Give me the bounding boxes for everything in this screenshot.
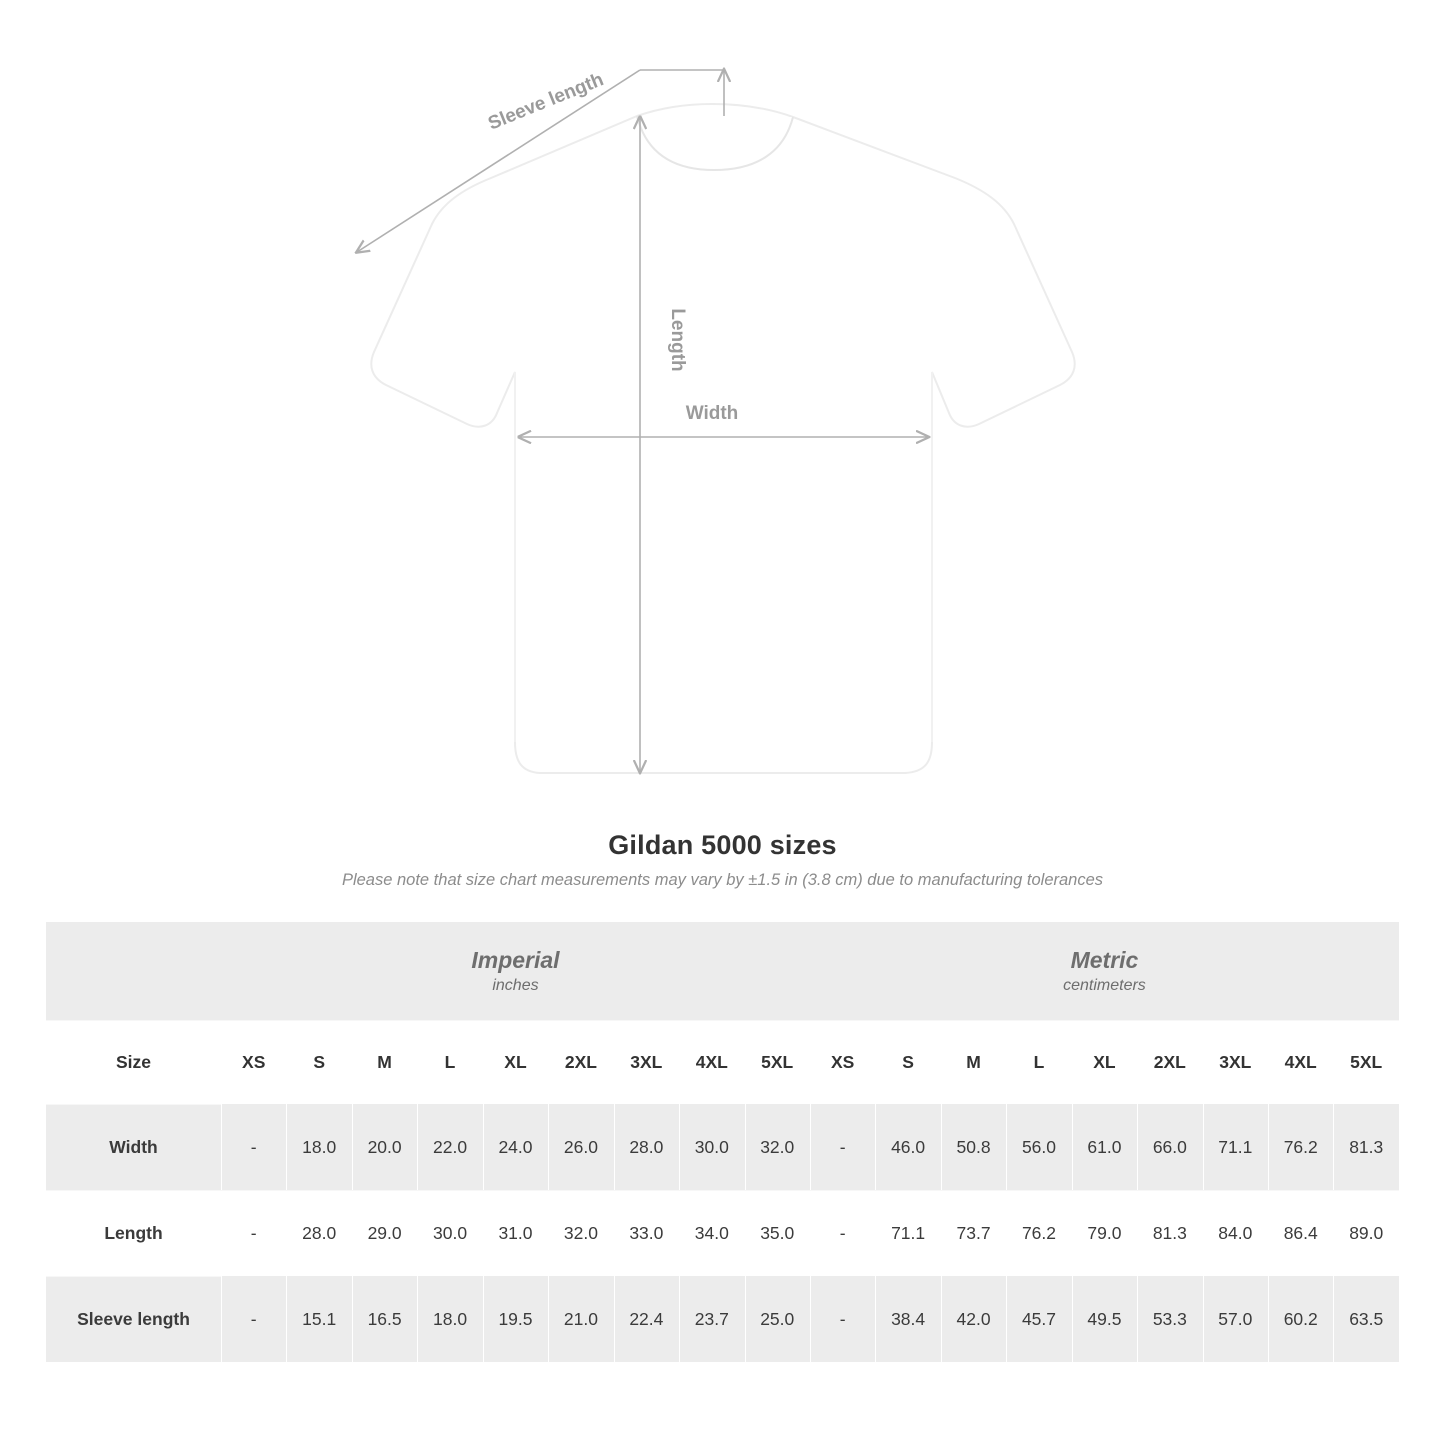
col-header-2xl-cm: 2XL <box>1137 1020 1202 1104</box>
cell-sleeve-cm-xs: - <box>810 1276 875 1362</box>
col-header-s-cm: S <box>875 1020 940 1104</box>
unit-name-imperial: Imperial <box>471 946 560 973</box>
cell-length-in-xl: 31.0 <box>483 1190 548 1276</box>
cell-width-in-s: 18.0 <box>286 1104 351 1190</box>
cell-width-cm-5xl: 81.3 <box>1333 1104 1399 1190</box>
col-header-4xl-in: 4XL <box>679 1020 744 1104</box>
cell-width-cm-2xl: 66.0 <box>1137 1104 1202 1190</box>
size-table-wrap <box>46 922 1399 1362</box>
cell-width-cm-xs: - <box>810 1104 875 1190</box>
cell-length-cm-5xl: 89.0 <box>1333 1190 1399 1276</box>
cell-sleeve-cm-l: 45.7 <box>1006 1276 1071 1362</box>
cell-sleeve-in-xl: 19.5 <box>483 1276 548 1362</box>
tolerance-note: Please note that size chart measurements may vary by ±1.5 in (3.8 cm) due to manufacturing tolerances <box>341 871 1104 889</box>
cell-length-cm-2xl: 81.3 <box>1137 1190 1202 1276</box>
col-header-m-cm: M <box>941 1020 1006 1104</box>
cell-width-cm-3xl: 71.1 <box>1203 1104 1268 1190</box>
cell-length-in-5xl: 35.0 <box>745 1190 810 1276</box>
cell-sleeve-in-m: 16.5 <box>352 1276 417 1362</box>
cell-sleeve-in-xs: - <box>221 1276 286 1362</box>
col-header-4xl-cm: 4XL <box>1268 1020 1333 1104</box>
cell-length-cm-4xl: 86.4 <box>1268 1190 1333 1276</box>
unit-sub-imperial: inches <box>492 976 539 994</box>
col-header-3xl-in: 3XL <box>614 1020 679 1104</box>
cell-width-cm-s: 46.0 <box>875 1104 940 1190</box>
width-label: Width <box>685 403 739 424</box>
cell-sleeve-in-l: 18.0 <box>417 1276 482 1362</box>
sleeve-length-label: Sleeve length <box>485 69 607 135</box>
cell-sleeve-in-4xl: 23.7 <box>679 1276 744 1362</box>
unit-header-imperial <box>221 922 810 1020</box>
cell-sleeve-cm-s: 38.4 <box>875 1276 940 1362</box>
col-header-l-in: L <box>417 1020 482 1104</box>
cell-width-cm-l: 56.0 <box>1006 1104 1071 1190</box>
col-header-5xl-cm: 5XL <box>1333 1020 1399 1104</box>
unit-name-metric: Metric <box>1070 946 1139 973</box>
table-row-sleeve-length <box>46 1276 1399 1362</box>
cell-sleeve-cm-3xl: 57.0 <box>1203 1276 1268 1362</box>
cell-length-cm-xl: 79.0 <box>1072 1190 1137 1276</box>
cell-length-in-l: 30.0 <box>417 1190 482 1276</box>
cell-length-cm-l: 76.2 <box>1006 1190 1071 1276</box>
cell-length-cm-3xl: 84.0 <box>1203 1190 1268 1276</box>
size-header-label: Size <box>46 1020 221 1104</box>
size-table <box>46 922 1399 1362</box>
col-header-xl-in: XL <box>483 1020 548 1104</box>
unit-header-metric <box>810 922 1399 1020</box>
cell-sleeve-cm-4xl: 60.2 <box>1268 1276 1333 1362</box>
cell-width-in-5xl: 32.0 <box>745 1104 810 1190</box>
col-header-s-in: S <box>286 1020 351 1104</box>
cell-width-in-4xl: 30.0 <box>679 1104 744 1190</box>
col-header-xs-cm: XS <box>810 1020 875 1104</box>
cell-sleeve-in-3xl: 22.4 <box>614 1276 679 1362</box>
row-label-sleeve-length: Sleeve length <box>46 1276 221 1362</box>
col-header-5xl-in: 5XL <box>745 1020 810 1104</box>
col-header-m-in: M <box>352 1020 417 1104</box>
cell-sleeve-in-s: 15.1 <box>286 1276 351 1362</box>
cell-sleeve-cm-xl: 49.5 <box>1072 1276 1137 1362</box>
cell-length-in-m: 29.0 <box>352 1190 417 1276</box>
col-header-3xl-cm: 3XL <box>1203 1020 1268 1104</box>
page-title: Gildan 5000 sizes <box>608 830 837 860</box>
unit-header-spacer <box>46 922 221 1020</box>
tshirt-shape <box>371 104 1074 773</box>
cell-sleeve-cm-m: 42.0 <box>941 1276 1006 1362</box>
cell-length-in-s: 28.0 <box>286 1190 351 1276</box>
col-header-xs-in: XS <box>221 1020 286 1104</box>
row-label-length: Length <box>46 1190 221 1276</box>
col-header-l-cm: L <box>1006 1020 1071 1104</box>
cell-sleeve-in-2xl: 21.0 <box>548 1276 613 1362</box>
unit-header-row <box>46 922 1399 1020</box>
table-row-length <box>46 1190 1399 1276</box>
table-row-width <box>46 1104 1399 1190</box>
cell-width-cm-xl: 61.0 <box>1072 1104 1137 1190</box>
cell-width-cm-m: 50.8 <box>941 1104 1006 1190</box>
cell-width-in-l: 22.0 <box>417 1104 482 1190</box>
cell-length-in-xs: - <box>221 1190 286 1276</box>
size-header-row <box>46 1020 1399 1104</box>
cell-length-in-2xl: 32.0 <box>548 1190 613 1276</box>
cell-length-cm-s: 71.1 <box>875 1190 940 1276</box>
cell-width-in-2xl: 26.0 <box>548 1104 613 1190</box>
cell-length-in-4xl: 34.0 <box>679 1190 744 1276</box>
cell-width-in-m: 20.0 <box>352 1104 417 1190</box>
cell-sleeve-cm-5xl: 63.5 <box>1333 1276 1399 1362</box>
cell-width-in-xs: - <box>221 1104 286 1190</box>
cell-width-in-3xl: 28.0 <box>614 1104 679 1190</box>
cell-width-in-xl: 24.0 <box>483 1104 548 1190</box>
unit-sub-metric: centimeters <box>1063 976 1146 994</box>
cell-length-cm-m: 73.7 <box>941 1190 1006 1276</box>
col-header-xl-cm: XL <box>1072 1020 1137 1104</box>
row-label-width: Width <box>46 1104 221 1190</box>
cell-sleeve-in-5xl: 25.0 <box>745 1276 810 1362</box>
col-header-2xl-in: 2XL <box>548 1020 613 1104</box>
cell-sleeve-cm-2xl: 53.3 <box>1137 1276 1202 1362</box>
cell-length-in-3xl: 33.0 <box>614 1190 679 1276</box>
length-label: Length <box>667 308 688 372</box>
cell-width-cm-4xl: 76.2 <box>1268 1104 1333 1190</box>
cell-length-cm-xs: - <box>810 1190 875 1276</box>
